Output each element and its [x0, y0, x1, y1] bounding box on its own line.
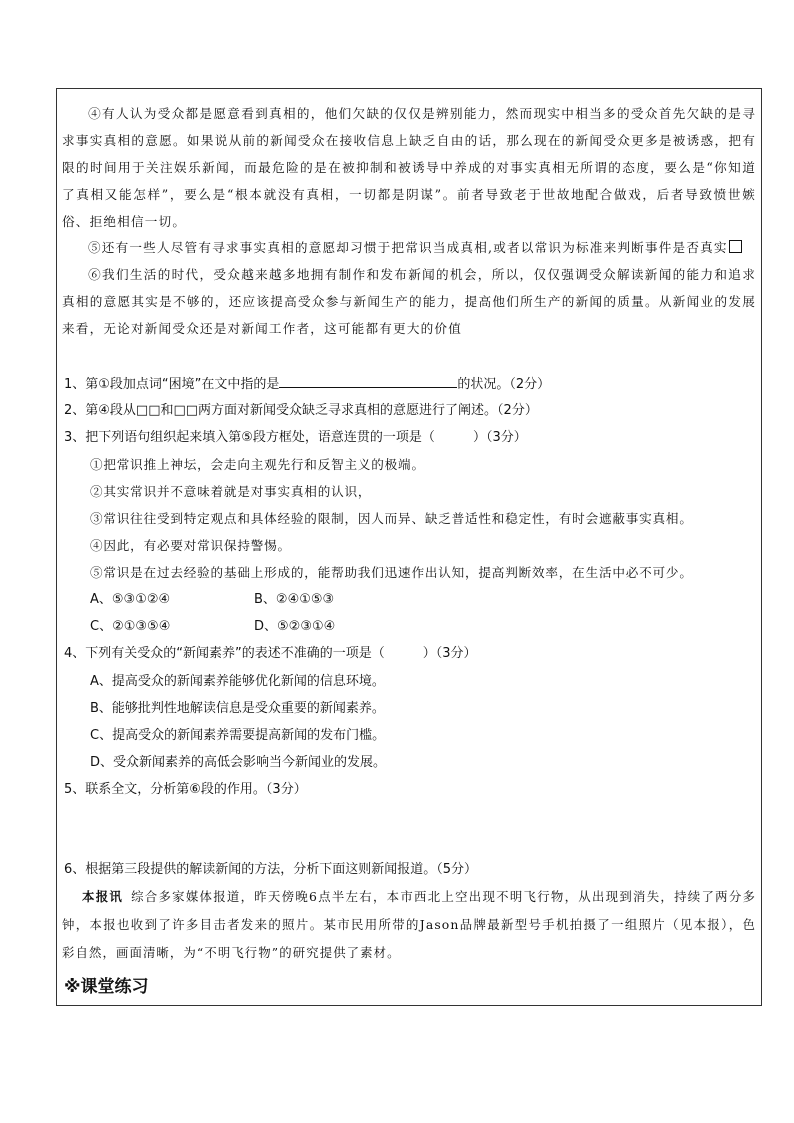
question-5: 5、联系全文，分析第⑥段的作用。（3分） — [64, 782, 307, 797]
question-2: 2、第④段从□□和□□两方面对新闻受众缺乏寻求真相的意愿进行了阐述。（2分） — [64, 403, 538, 418]
q3-sentence-3: ③常识往往受到特定观点和具体经验的限制，因人而异、缺乏普适性和稳定性，有时会遮蔽事实真相。 — [90, 511, 693, 526]
question-4: 4、下列有关受众的“新闻素养”的表述不准确的一项是（ ）（3分） — [64, 646, 477, 661]
q3-sentence-1: ①把常识推上神坛，会走向主观先行和反智主义的极端。 — [90, 457, 425, 472]
question-3: 3、把下列语句组织起来填入第⑤段方框处，语意连贯的一项是（ ）（3分） — [64, 430, 527, 445]
q4-option-a[interactable]: A、提高受众的新闻素养能够优化新闻的信息环境。 — [90, 674, 385, 689]
question-1: 1、第①段加点词“困境”在文中指的是 的状况。（2分） — [64, 373, 550, 395]
q3-option-c[interactable]: C、②①③⑤④ — [90, 619, 171, 634]
q3-sentence-4: ④因此，有必要对常识保持警惕。 — [90, 538, 291, 553]
passage-paragraph-5: ⑤还有一些人尽管有寻求事实真相的意愿却习惯于把常识当成真相,或者以常识为标准来判断事件是否真实 — [62, 234, 756, 261]
section-heading: ※课堂练习 — [64, 977, 149, 997]
question-6: 6、根据第三段提供的解读新闻的方法，分析下面这则新闻报道。（5分） — [64, 862, 478, 877]
news-lead: 本报讯 — [82, 889, 124, 904]
q3-sentence-5: ⑤常识是在过去经验的基础上形成的，能帮助我们迅速作出认知，提高判断效率，在生活中必不可少。 — [90, 565, 693, 580]
q3-sentence-2: ②其实常识并不意味着就是对事实真相的认识， — [90, 484, 372, 499]
q4-option-b[interactable]: B、能够批判性地解读信息是受众重要的新闻素养。 — [90, 701, 385, 716]
q3-option-d[interactable]: D、⑤②③①④ — [254, 619, 336, 634]
news-report: 本报讯 综合多家媒体报道，昨天傍晚6点半左右，本市西北上空出现不明飞行物，从出现到消失，持续了两分多钟，本报也收到了许多目击者发来的照片。某市民用所带的Jason品牌最新型号手机拍摄了一组照片（见本报），色彩自然，画面清晰，为“不明飞行物”的研究提供了素材。 — [62, 889, 757, 960]
q4-option-c[interactable]: C、提高受众的新闻素养需要提高新闻的发布门槛。 — [90, 728, 386, 743]
passage-paragraph-6: ⑥我们生活的时代，受众越来越多地拥有制作和发布新闻的机会，所以，仅仅强调受众解读新闻的能力和追求真相的意愿其实是不够的，还应该提高受众参与新闻生产的能力，提高他们所生产的新闻的质量。从新闻业的发展来看，无论对新闻受众还是对新闻工作者，这可能都有更大的价值 — [62, 267, 756, 336]
answer-blank[interactable] — [279, 373, 457, 388]
q3-option-a[interactable]: A、⑤③①②④ — [90, 592, 171, 607]
q4-option-d[interactable]: D、受众新闻素养的高低会影响当今新闻业的发展。 — [90, 755, 387, 770]
answer-box — [729, 240, 742, 253]
q3-option-b[interactable]: B、②④①⑤③ — [254, 592, 335, 607]
passage-paragraph-4: ④有人认为受众都是愿意看到真相的，他们欠缺的仅仅是辨别能力，然而现实中相当多的受众首先欠缺的是寻求事实真相的意愿。如果说从前的新闻受众在接收信息上缺乏自由的话，那么现在的新闻受众更多是被诱惑，把有限的时间用于关注娱乐新闻，而最危险的是在被抑制和被诱导中养成的对事实真相无所谓的态度，要么是“你知道了真相又能怎样”，要么是“根本就没有真相，一切都是阴谋”。前者导致老于世故地配合做戏，后者导致愤世嫉俗、拒绝相信一切。 — [62, 106, 756, 229]
